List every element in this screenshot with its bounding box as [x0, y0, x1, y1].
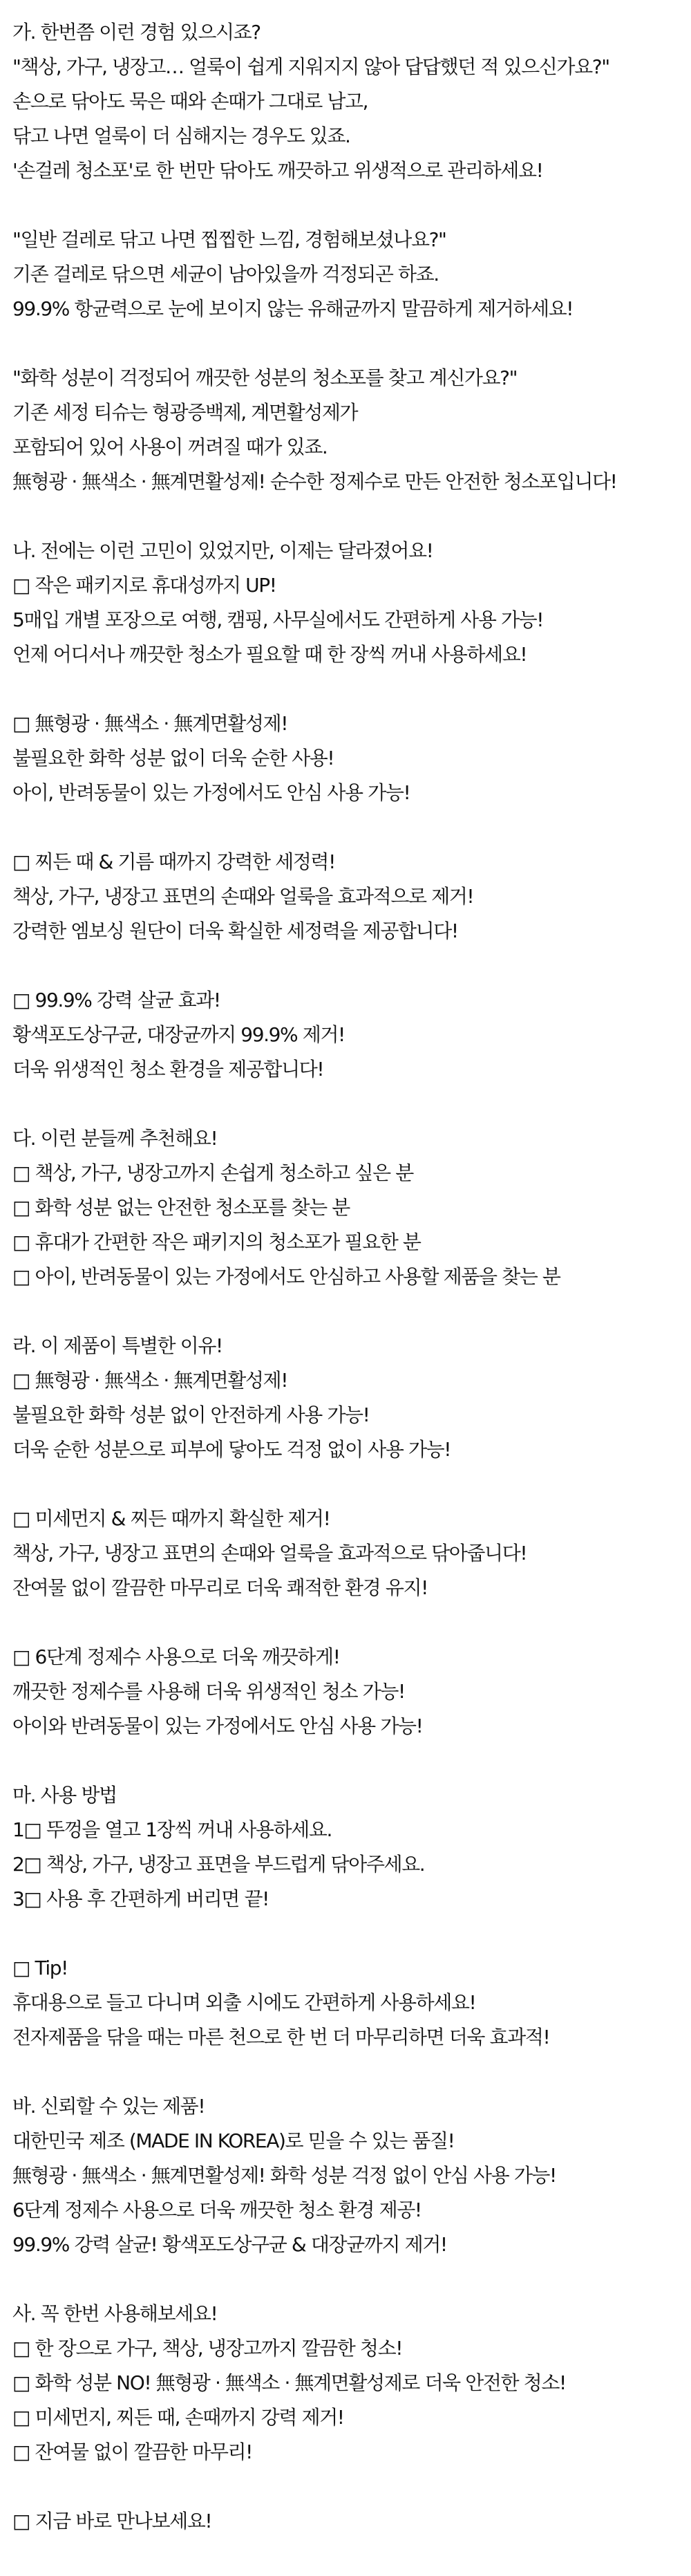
text-line: □ 화학 성분 NO! 無형광 · 無색소 · 無계면활성제로 더욱 안전한 청소!	[12, 2371, 566, 2394]
text-line: □ 책상, 가구, 냉장고까지 손쉽게 청소하고 싶은 분	[12, 1161, 413, 1184]
text-line: □ 휴대가 간편한 작은 패키지의 청소포가 필요한 분	[12, 1231, 421, 1253]
section-heading-line: □ 無형광 · 無색소 · 無계면활성제!	[12, 712, 288, 735]
text-section	[12, 223, 691, 326]
text-line: 3□ 사용 후 간편하게 버리면 끝!	[12, 1887, 269, 1910]
text-line: 아이와 반려동물이 있는 가정에서도 안심 사용 가능!	[12, 1715, 423, 1737]
text-section	[12, 1121, 691, 1294]
text-section	[12, 2089, 691, 2262]
text-line: 깨끗한 정제수를 사용해 더욱 위생적인 청소 가능!	[12, 1680, 405, 1703]
section-heading-line: □ 지금 바로 만나보세요!	[12, 2510, 212, 2532]
section-heading-line: 라. 이 제품이 특별한 이유!	[12, 1334, 223, 1357]
text-line: 無형광 · 無색소 · 無계면활성제! 순수한 정제수로 만든 안전한 청소포입니다!	[12, 470, 617, 493]
text-line: □ 한 장으로 가구, 책상, 냉장고까지 깔끔한 청소!	[12, 2337, 403, 2360]
text-section	[12, 983, 691, 1087]
section-heading-line: "일반 걸레로 닦고 나면 찝찝한 느낌, 경험해보셨나요?"	[12, 228, 446, 251]
text-line: 강력한 엠보싱 원단이 더욱 확실한 세정력을 제공합니다!	[12, 920, 458, 942]
text-section	[12, 1329, 691, 1467]
text-line: □ 미세먼지, 찌든 때, 손때까지 강력 제거!	[12, 2406, 344, 2429]
text-line: 전자제품을 닦을 때는 마른 천으로 한 번 더 마무리하면 더욱 효과적!	[12, 2026, 550, 2048]
text-line: 불필요한 화학 성분 없이 안전하게 사용 가능!	[12, 1403, 370, 1426]
text-line: 기존 세정 티슈는 형광증백제, 계면활성제가	[12, 401, 358, 424]
section-heading-line: "화학 성분이 걱정되어 깨끗한 성분의 청소포를 찾고 계신가요?"	[12, 366, 518, 389]
text-line: 1□ 뚜껑을 열고 1장씩 꺼내 사용하세요.	[12, 1818, 332, 1841]
text-line: '손걸레 청소포'로 한 번만 닦아도 깨끗하고 위생적으로 관리하세요!	[12, 159, 543, 182]
text-line: □ 아이, 반려동물이 있는 가정에서도 안심하고 사용할 제품을 찾는 분	[12, 1265, 560, 1288]
text-section	[12, 1502, 691, 1605]
section-heading-line: 다. 이런 분들께 추천해요!	[12, 1127, 218, 1150]
text-line: □ 작은 패키지로 휴대성까지 UP!	[12, 574, 276, 597]
text-section	[12, 2504, 691, 2539]
section-heading-line: □ 99.9% 강력 살균 효과!	[12, 989, 220, 1011]
text-line: 언제 어디서나 깨끗한 청소가 필요할 때 한 장씩 꺼내 사용하세요!	[12, 643, 527, 666]
text-line: 포함되어 있어 사용이 꺼려질 때가 있죠.	[12, 436, 328, 458]
section-heading-line: □ 6단계 정제수 사용으로 더욱 깨끗하게!	[12, 1645, 340, 1668]
text-section	[12, 1778, 691, 1916]
text-section	[12, 361, 691, 499]
text-line: 5매입 개별 포장으로 여행, 캠핑, 사무실에서도 간편하게 사용 가능!	[12, 608, 544, 631]
text-line: 대한민국 제조 (MADE IN KOREA)로 믿을 수 있는 품질!	[12, 2129, 455, 2152]
section-heading-line: □ 미세먼지 & 찌든 때까지 확실한 제거!	[12, 1507, 330, 1530]
text-line: 99.9% 항균력으로 눈에 보이지 않는 유해균까지 말끔하게 제거하세요!	[12, 297, 574, 320]
text-section	[12, 2297, 691, 2470]
text-line: 책상, 가구, 냉장고 표면의 손때와 얼룩을 효과적으로 닦아줍니다!	[12, 1542, 527, 1565]
text-line: 닦고 나면 얼룩이 더 심해지는 경우도 있죠.	[12, 124, 350, 147]
text-line: 책상, 가구, 냉장고 표면의 손때와 얼룩을 효과적으로 제거!	[12, 885, 474, 908]
text-section	[12, 845, 691, 949]
text-line: 잔여물 없이 깔끔한 마무리로 더욱 쾌적한 환경 유지!	[12, 1576, 428, 1599]
text-line: 손으로 닦아도 묵은 때와 손때가 그대로 남고,	[12, 90, 368, 113]
text-line: 아이, 반려동물이 있는 가정에서도 안심 사용 가능!	[12, 781, 410, 804]
text-section	[12, 534, 691, 672]
text-line: 99.9% 강력 살균! 황색포도상구균 & 대장균까지 제거!	[12, 2233, 447, 2256]
text-line: 더욱 순한 성분으로 피부에 닿아도 걱정 없이 사용 가능!	[12, 1438, 451, 1461]
text-line: 휴대용으로 들고 다니며 외출 시에도 간편하게 사용하세요!	[12, 1991, 476, 2014]
section-heading-line: 나. 전에는 이런 고민이 있었지만, 이제는 달라졌어요!	[12, 539, 433, 562]
text-line: □ 화학 성분 없는 안전한 청소포를 찾는 분	[12, 1196, 350, 1219]
text-line: "책상, 가구, 냉장고… 얼룩이 쉽게 지워지지 않아 답답했던 적 있으신가요?"	[12, 55, 609, 78]
section-heading-line: 가. 한번쯤 이런 경험 있으시죠?	[12, 21, 261, 44]
text-line: 불필요한 화학 성분 없이 더욱 순한 사용!	[12, 747, 334, 769]
text-line: □ 잔여물 없이 깔끔한 마무리!	[12, 2440, 253, 2463]
section-heading-line: □ 찌든 때 & 기름 때까지 강력한 세정력!	[12, 850, 335, 873]
section-heading-line: 사. 꼭 한번 사용해보세요!	[12, 2302, 218, 2325]
text-line: 6단계 정제수 사용으로 더욱 깨끗한 청소 환경 제공!	[12, 2199, 422, 2221]
section-heading-line: 바. 신뢰할 수 있는 제품!	[12, 2095, 205, 2118]
text-line: □ 無형광 · 無색소 · 無계면활성제!	[12, 1369, 288, 1392]
text-section	[12, 1640, 691, 1744]
text-line: 기존 걸레로 닦으면 세균이 남아있을까 걱정되곤 하죠.	[12, 263, 439, 286]
text-line: 황색포도상구균, 대장균까지 99.9% 제거!	[12, 1023, 345, 1046]
section-heading-line: 마. 사용 방법	[12, 1784, 117, 1807]
text-section	[12, 1951, 691, 2055]
text-section	[12, 15, 691, 188]
text-line: 2□ 책상, 가구, 냉장고 표면을 부드럽게 닦아주세요.	[12, 1853, 425, 1876]
text-line: 더욱 위생적인 청소 환경을 제공합니다!	[12, 1058, 324, 1081]
text-section	[12, 707, 691, 810]
section-heading-line: □ Tip!	[12, 1957, 68, 1979]
text-line: 無형광 · 無색소 · 無계면활성제! 화학 성분 걱정 없이 안심 사용 가능!	[12, 2164, 556, 2187]
